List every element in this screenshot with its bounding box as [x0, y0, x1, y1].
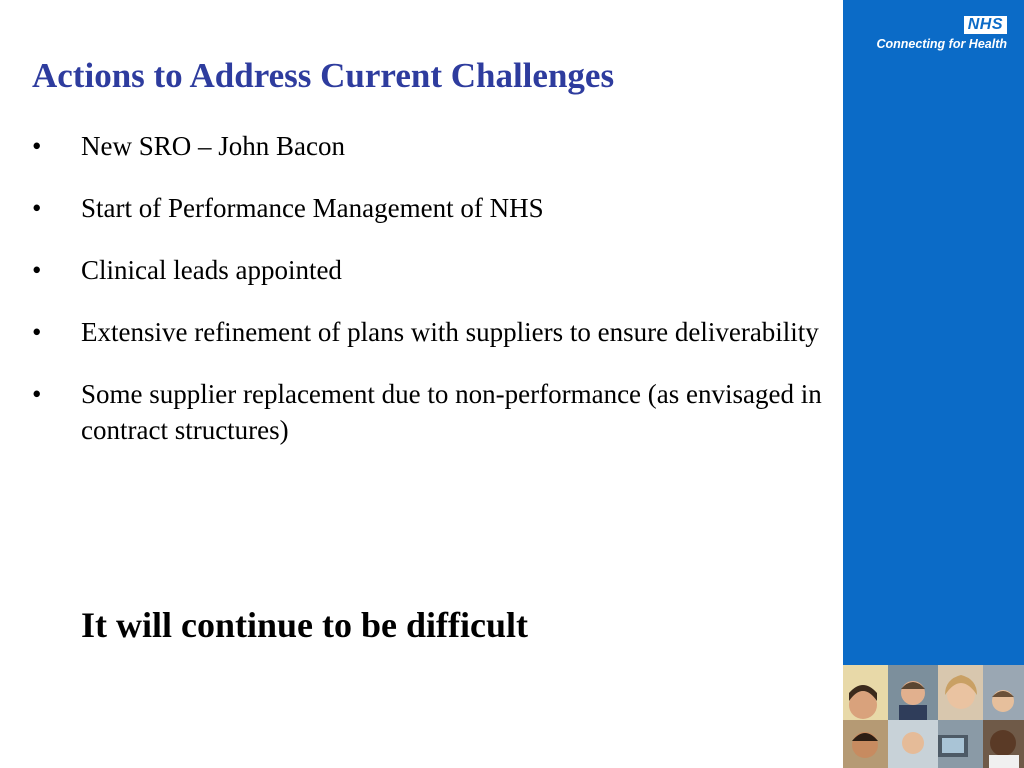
- bullet-text: Start of Performance Management of NHS: [81, 193, 544, 223]
- photo-collage-icon: [843, 665, 1024, 768]
- bullet-text: Clinical leads appointed: [81, 255, 342, 285]
- bullet-item: [32, 376, 832, 448]
- bullet-marker: •: [32, 193, 42, 223]
- bullet-marker: •: [32, 255, 42, 285]
- bullet-marker: •: [32, 379, 42, 409]
- bullet-list: [32, 128, 832, 474]
- bullet-item: [32, 190, 832, 226]
- bullet-marker: •: [32, 131, 42, 161]
- bullet-text: New SRO – John Bacon: [81, 131, 345, 161]
- slide-title: Actions to Address Current Challenges: [32, 56, 615, 95]
- bullet-text: Some supplier replacement due to non-performance (as envisaged in contract structures): [81, 379, 822, 445]
- photo-strip-image: [843, 665, 1024, 768]
- bullet-marker: •: [32, 317, 42, 347]
- bullet-item: [32, 252, 832, 288]
- nhs-logo-mark: NHS: [964, 16, 1007, 34]
- bullet-text: Extensive refinement of plans with suppliers to ensure deliverability: [81, 317, 819, 347]
- closing-statement: It will continue to be difficult: [81, 605, 528, 645]
- bullet-item: [32, 314, 832, 350]
- bullet-item: [32, 128, 832, 164]
- logo-tagline: Connecting for Health: [876, 37, 1007, 51]
- nhs-logo: [876, 16, 1007, 52]
- sidebar-panel: [843, 0, 1024, 768]
